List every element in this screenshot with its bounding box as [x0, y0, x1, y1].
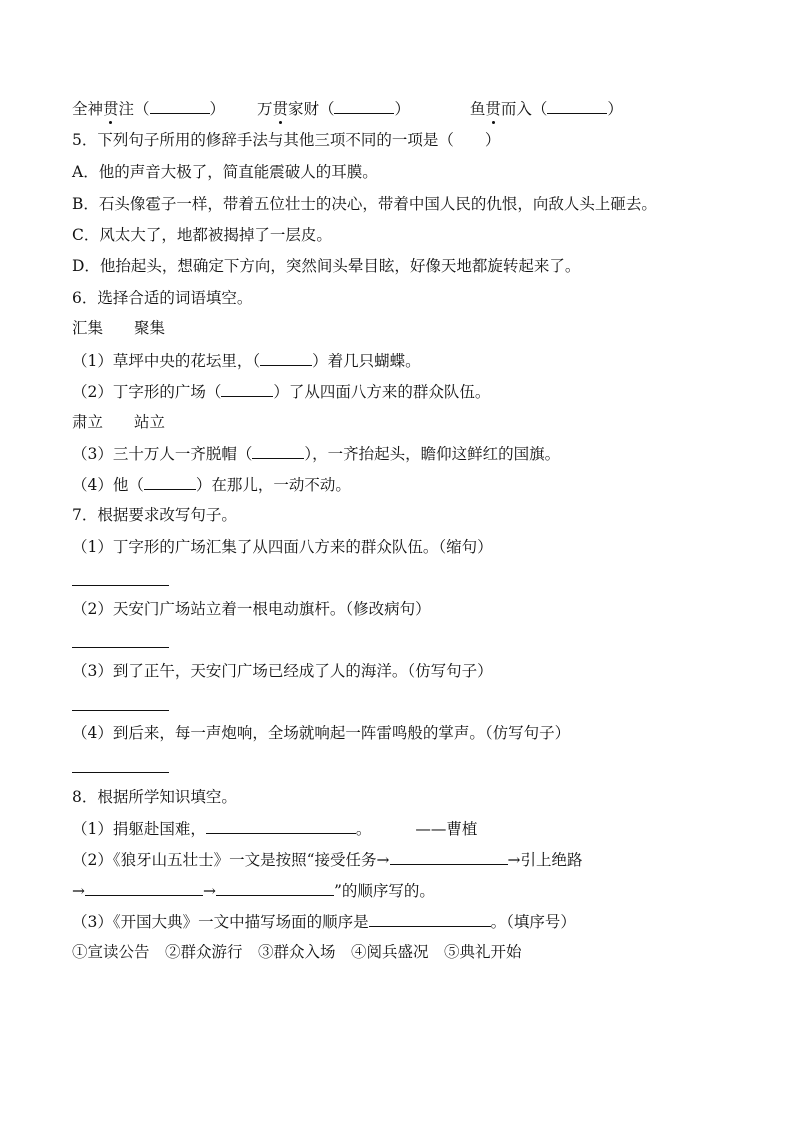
idiom-3-blank[interactable]: [547, 98, 607, 114]
q8-item-2-text-e: ”的顺序写的。: [334, 882, 435, 900]
q6-item-3: [72, 443, 560, 464]
q6-title: 6．选择合适的词语填空。: [72, 289, 253, 307]
q6-item-4-text-a: （4）他（: [72, 476, 144, 494]
q6-item-2-blank[interactable]: [221, 381, 273, 397]
q8-item-1-text-a: （1）捐躯赴国难，: [72, 820, 206, 838]
idiom-fill-line: [72, 98, 623, 119]
q6-item-3-text-b: ），一齐抬起头，瞻仰这鲜红的国旗。: [304, 445, 561, 463]
q6-item-4-text-b: ）在那儿，一动不动。: [195, 476, 351, 494]
idiom-2-close: ）: [394, 100, 410, 118]
q8-item-1-blank[interactable]: [206, 818, 356, 834]
q6-item-3-text-a: （3）三十万人一齐脱帽（: [72, 445, 253, 463]
q8-title: 8．根据所学知识填空。: [72, 788, 237, 806]
q8-item-2-text-b: →引上绝路: [507, 851, 583, 869]
q8-item-1-author: ——曹植: [415, 820, 478, 838]
q7-item-2-answer-line[interactable]: [72, 647, 169, 648]
q8-item-2-blank-3[interactable]: [216, 880, 334, 896]
idiom-1-dotted-char: 贯: [103, 100, 119, 118]
idiom-3-part-a: 鱼: [469, 100, 486, 118]
idiom-3-dotted-char: 贯: [485, 100, 501, 118]
q8-item-1: [72, 818, 477, 839]
q8-item-2-blank-2[interactable]: [85, 880, 203, 896]
q6-item-2-text-a: （2）丁字形的广场（: [72, 383, 222, 401]
q7-item-3-answer-line[interactable]: [72, 710, 169, 711]
q7-item-3: （3）到了正午，天安门广场已经成了人的海洋。（仿写句子）: [72, 662, 493, 680]
q5-option-b: B．石头像雹子一样，带着五位壮士的决心，带着中国人民的仇恨，向敌人头上砸去。: [72, 195, 657, 213]
q8-item-3: [72, 911, 576, 932]
idiom-2-part-a: 万: [256, 100, 273, 118]
q5-title: 5．下列句子所用的修辞手法与其他三项不同的一项是（ ）: [72, 131, 501, 149]
idiom-2-blank[interactable]: [334, 98, 394, 114]
idiom-3-part-b: 而入（: [500, 100, 548, 118]
q8-item-3-text-a: （3）《开国大典》一文中描写场面的顺序是: [72, 913, 369, 931]
q6-word-choices-1: 汇集 聚集: [72, 319, 166, 337]
idiom-1-part-b: 注（: [118, 100, 150, 118]
q7-item-1-answer-line[interactable]: [72, 585, 169, 586]
idiom-2-part-b: 家财（: [287, 100, 335, 118]
q6-item-1-blank[interactable]: [260, 350, 312, 366]
q6-item-2-text-b: ）了从四面八方来的群众队伍。: [273, 383, 491, 401]
q6-word-choices-2: 肃立 站立: [72, 413, 166, 431]
q8-item-2-blank-1[interactable]: [390, 849, 508, 865]
idiom-3-close: ）: [607, 100, 623, 118]
q7-item-4: （4）到后来，每一声炮响，全场就响起一阵雷鸣般的掌声。（仿写句子）: [72, 724, 571, 742]
q6-item-4: [72, 474, 351, 495]
q7-title: 7．根据要求改写句子。: [72, 506, 237, 524]
q8-item-2-arrow-1: →: [72, 882, 85, 900]
q6-item-2: [72, 381, 490, 402]
q8-item-2-arrow-2: →: [203, 882, 216, 900]
q6-item-1-text-b: ）着几只蝴蝶。: [312, 352, 421, 370]
q8-item-2: [72, 849, 583, 870]
idiom-1-part-a: 全神: [72, 100, 104, 118]
q5-option-d: D．他抬起头，想确定下方向，突然间头晕目眩，好像天地都旋转起来了。: [72, 257, 581, 275]
q8-item-3-blank[interactable]: [369, 911, 491, 927]
q7-item-2: （2）天安门广场站立着一根电动旗杆。（修改病句）: [72, 600, 431, 618]
q6-item-1-text-a: （1）草坪中央的花坛里，（: [72, 352, 261, 370]
idiom-2-dotted-char: 贯: [272, 100, 288, 118]
q8-item-3-text-b: 。（填序号）: [490, 913, 576, 931]
q5-option-c: C．风太大了，地都被揭掉了一层皮。: [72, 226, 332, 244]
q8-item-1-text-b: 。: [355, 820, 372, 838]
q6-item-1: [72, 350, 421, 371]
q6-item-3-blank[interactable]: [252, 443, 304, 459]
idiom-1-blank[interactable]: [150, 98, 210, 114]
q6-item-4-blank[interactable]: [144, 474, 196, 490]
q8-item-2-continued: [72, 880, 435, 901]
q7-item-4-answer-line[interactable]: [72, 772, 169, 773]
idiom-1-close: ）: [209, 100, 226, 118]
q8-options: ①宣读公告 ②群众游行 ③群众入场 ④阅兵盛况 ⑤典礼开始: [72, 943, 522, 961]
q5-option-a: A．他的声音大极了，简直能震破人的耳膜。: [72, 163, 378, 181]
q7-item-1: （1）丁字形的广场汇集了从四面八方来的群众队伍。（缩句）: [72, 538, 493, 556]
q8-item-2-text-a: （2）《狼牙山五壮士》一文是按照“接受任务→: [72, 851, 390, 869]
